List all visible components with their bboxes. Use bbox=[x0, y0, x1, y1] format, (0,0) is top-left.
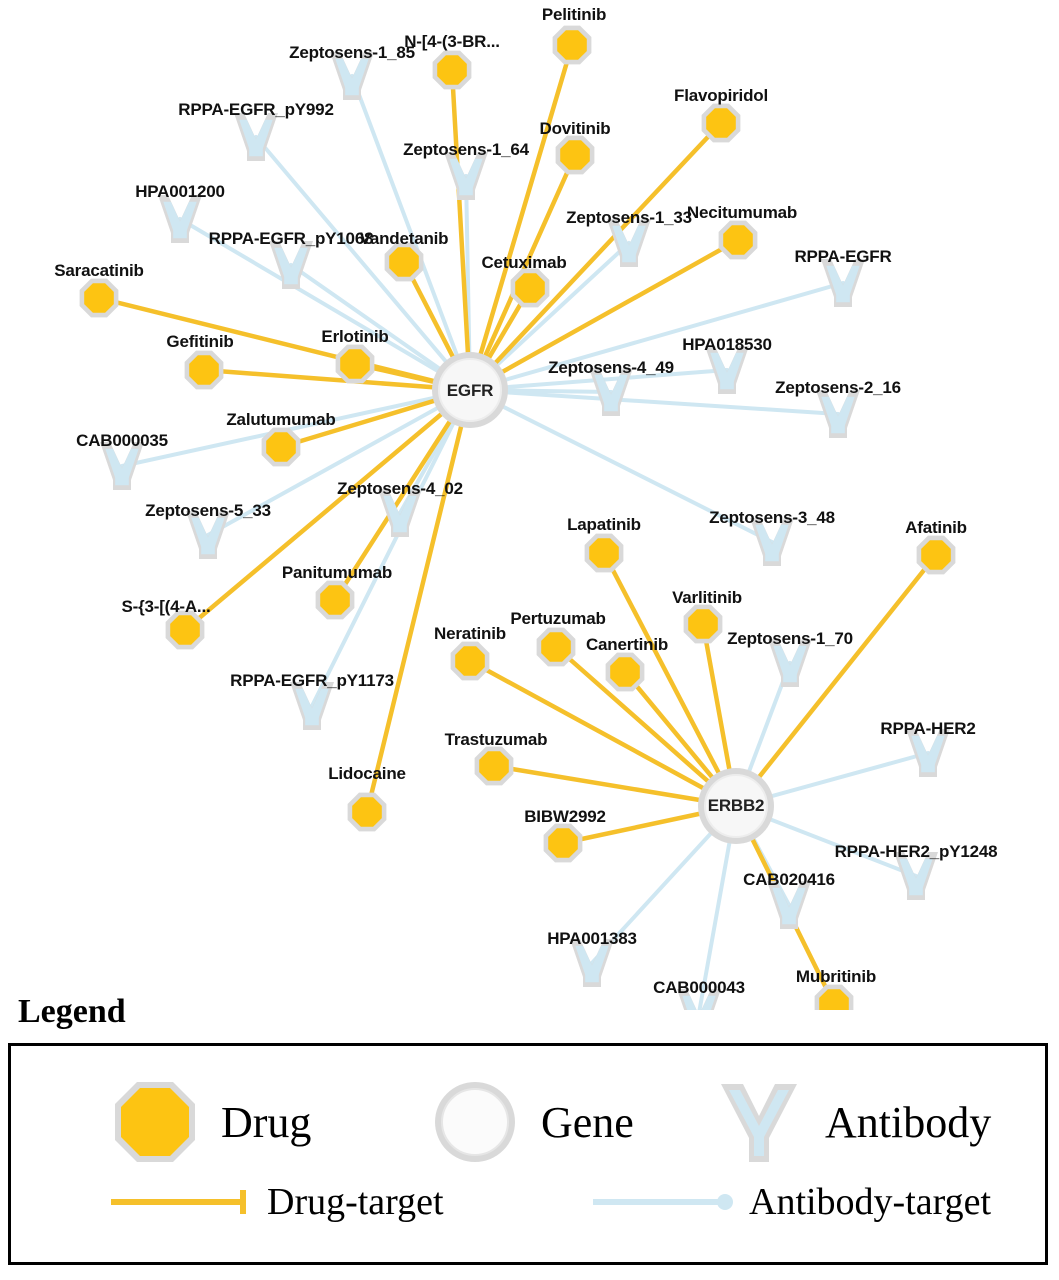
antibody-label: HPA001200 bbox=[135, 182, 225, 201]
drug-node[interactable] bbox=[479, 751, 509, 781]
antibody-label: RPPA-EGFR_pY1173 bbox=[230, 671, 394, 690]
drug-label: Afatinib bbox=[905, 518, 967, 537]
drug-node[interactable] bbox=[515, 273, 545, 303]
legend-item-antibody-target bbox=[589, 1180, 991, 1224]
legend-item-antibody bbox=[711, 1074, 991, 1170]
drug-node[interactable] bbox=[610, 657, 640, 687]
drug-label: Dovitinib bbox=[539, 119, 611, 138]
antibody-label: Zeptosens-2_16 bbox=[775, 378, 901, 397]
drug-label: Pelitinib bbox=[541, 5, 607, 24]
antibody-label: Zeptosens-1_85 bbox=[289, 43, 415, 62]
drug-node[interactable] bbox=[266, 432, 296, 462]
gene-icon bbox=[427, 1074, 523, 1170]
legend-item-drug-target bbox=[107, 1180, 444, 1224]
legend-label-antibody-target: Antibody-target bbox=[749, 1181, 992, 1223]
antibody-label: Zeptosens-1_64 bbox=[403, 140, 529, 159]
antibody-label: HPA001383 bbox=[547, 929, 637, 948]
drug-node[interactable] bbox=[189, 355, 219, 385]
drug-label: Gefitinib bbox=[166, 332, 234, 351]
drug-label: Flavopiridol bbox=[674, 86, 768, 105]
legend-label-gene: Gene bbox=[541, 1097, 634, 1147]
antibody-label: RPPA-EGFR_pY1068 bbox=[208, 229, 374, 248]
drug-label: Mubritinib bbox=[795, 967, 877, 986]
edge bbox=[312, 390, 470, 706]
drug-label: Trastuzumab bbox=[444, 730, 548, 749]
antibody-label: RPPA-HER2_pY1248 bbox=[834, 842, 998, 861]
drug-node[interactable] bbox=[455, 646, 485, 676]
legend-label-antibody: Antibody bbox=[825, 1097, 992, 1147]
drug-label: Vandetanib bbox=[359, 229, 449, 248]
drug-node[interactable] bbox=[589, 538, 619, 568]
drug-node[interactable] bbox=[706, 108, 736, 138]
drug-label: Neratinib bbox=[434, 624, 506, 643]
drug-node[interactable] bbox=[352, 797, 382, 827]
legend-node-types bbox=[11, 1056, 1045, 1166]
drug-node[interactable] bbox=[723, 225, 753, 255]
antibody-label: CAB000043 bbox=[653, 978, 745, 997]
drug-label: Canertinib bbox=[585, 635, 669, 654]
antibody-icon bbox=[711, 1074, 807, 1170]
legend-label-drug-target: Drug-target bbox=[267, 1181, 444, 1223]
antibody-label: RPPA-EGFR bbox=[794, 247, 892, 266]
antibody-label: RPPA-EGFR_pY992 bbox=[178, 100, 334, 119]
drug-label: Erlotinib bbox=[321, 327, 389, 346]
antibody-label: CAB020416 bbox=[743, 870, 835, 889]
drug-label: Varlitinib bbox=[672, 588, 742, 607]
drug-node[interactable] bbox=[437, 55, 467, 85]
drug-node[interactable] bbox=[340, 349, 370, 379]
edge bbox=[736, 555, 936, 806]
legend-label-drug: Drug bbox=[221, 1097, 312, 1147]
antibody-label: Zeptosens-1_33 bbox=[566, 208, 692, 227]
drug-node[interactable] bbox=[320, 585, 350, 615]
drug-label: Cetuximab bbox=[481, 253, 567, 272]
antibody-label: Zeptosens-5_33 bbox=[145, 501, 271, 520]
gene-label: EGFR bbox=[446, 381, 494, 400]
gene-label: ERBB2 bbox=[707, 796, 765, 815]
antibody-label: Zeptosens-4_49 bbox=[548, 358, 674, 377]
drug-label: BIBW2992 bbox=[524, 807, 606, 826]
drug-node[interactable] bbox=[389, 247, 419, 277]
antibody-target-edge-icon bbox=[589, 1182, 739, 1222]
drug-node[interactable] bbox=[557, 30, 587, 60]
drug-node[interactable] bbox=[921, 540, 951, 570]
antibody-label: HPA018530 bbox=[682, 335, 772, 354]
drug-node[interactable] bbox=[688, 609, 718, 639]
antibody-label: Zeptosens-3_48 bbox=[709, 508, 835, 527]
legend-edge-types bbox=[11, 1174, 1045, 1254]
drug-label: Zalutumumab bbox=[226, 410, 336, 429]
drug-label: Necitumumab bbox=[686, 203, 798, 222]
drug-icon bbox=[107, 1074, 203, 1170]
drug-node[interactable] bbox=[541, 632, 571, 662]
drug-node[interactable] bbox=[170, 615, 200, 645]
drug-label: Saracatinib bbox=[54, 261, 144, 280]
antibody-label: Zeptosens-1_70 bbox=[727, 629, 853, 648]
drug-label: Pertuzumab bbox=[510, 609, 606, 628]
drug-label: Lapatinib bbox=[567, 515, 641, 534]
antibody-label: Zeptosens-4_02 bbox=[337, 479, 463, 498]
legend-title: Legend bbox=[18, 993, 126, 1030]
drug-label: Lidocaine bbox=[328, 764, 406, 783]
drug-label: Panitumumab bbox=[281, 563, 393, 582]
drug-label: N-[4-(3-BR... bbox=[404, 32, 500, 51]
drug-label: S-{3-[(4-A... bbox=[121, 597, 211, 616]
legend-item-drug bbox=[107, 1074, 311, 1170]
antibody-label: RPPA-HER2 bbox=[880, 719, 976, 738]
drug-target-edge-icon bbox=[107, 1182, 257, 1222]
antibody-label: CAB000035 bbox=[76, 431, 168, 450]
drug-node[interactable] bbox=[548, 828, 578, 858]
drug-node[interactable] bbox=[560, 140, 590, 170]
legend-item-gene bbox=[427, 1074, 634, 1170]
drug-node[interactable] bbox=[84, 283, 114, 313]
legend-box bbox=[8, 1043, 1048, 1265]
